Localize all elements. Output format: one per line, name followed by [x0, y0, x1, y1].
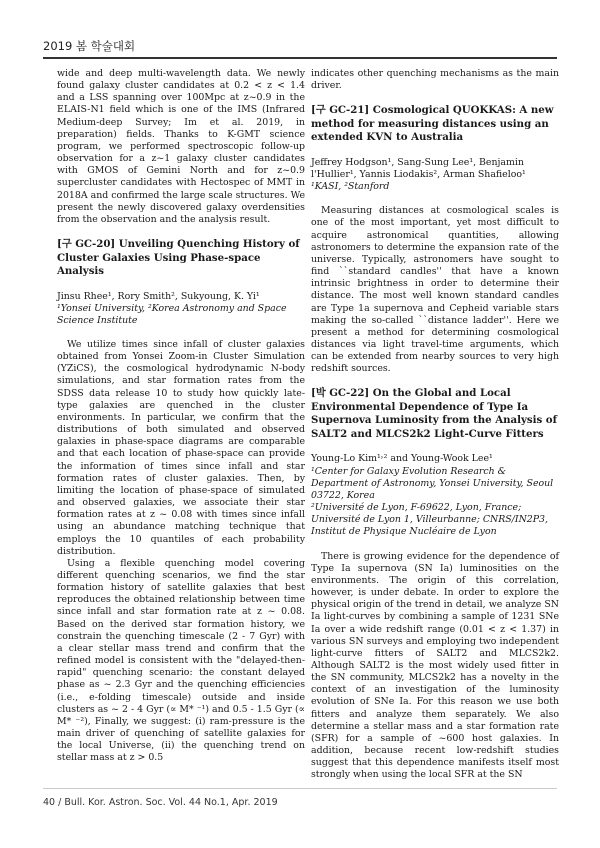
gc20-paragraph-2: Using a flexible quenching model covering different quenching scenarios, we find the star formation history of satellite galaxies that best reproduces the obtained relationship between time since infall and star formation rate at z ~ 0.08. Based on the derived star formation history, we constrain the quenching timescale (2 - 7 Gyr) with a clear stellar mass trend and confirm that the refined model is consistent with the "delayed-then-rapid" quenching scenario: the constant delayed phase as ~ 2.3 Gyr and the quenching efficiencies (i.e., e-folding timescale) outside and inside clusters as ~ 2 - 4 Gyr (∝ M* ⁻¹) and 0.5 - 1.5 Gyr (∝ M* ⁻²), Finally, we suggest: (i) ram-pressure is the main driver of quenching of satellite galaxies for the local Universe, (ii) the quenching trend on stellar mass at z > 0.5 — [57, 557, 305, 764]
gc21-title: [구 GC-21] Cosmological QUOKKAS: A new method for measuring distances using an extended KVN to Australia — [311, 104, 554, 144]
gc22-paragraph: There is growing evidence for the dependence of Type Ia supernova (SN Ia) luminosities on the environments. The origin of this correlation, however, is under debate. In order to explore the physical origin of the trend in detail, we analyze SN Ia light-curves by combining a sample of 1231 SNe Ia over a wide redshift range (0.01 < z < 1.37) in various SN surveys and employing two independent light-curve fitters of SALT2 and MLCS2k2. Although SALT2 is the most widely used fitter in the SN community, MLCS2k2 has a novelty in the context of an investigation of the luminosity evolution of SNe Ia. For this reason we use both fitters and analyze them separately. We also determine a stellar mass and a star formation rate (SFR) for a sample of ~600 host galaxies. In addition, because recent low-redshift studies suggest that this dependence manifests itself most strongly when using the local SFR at the SN — [311, 550, 559, 781]
footer-rule — [43, 788, 557, 789]
gc21-authors: Jeffrey Hodgson¹, Sang-Sung Lee¹, Benjamin l'Hullier¹, Yannis Liodakis², Arman Shafieloo¹ — [311, 156, 526, 180]
gc20-paragraph-1: We utilize times since infall of cluster galaxies obtained from Yonsei Zoom-in Cluster Simulation (YZiCS), the cosmological hydrodynamic N-body simulations, and star formation rates from the SDSS data release 10 to study how quickly late-type galaxies are quenched in the cluster environments. In particular, we confirm that the distributions of both simulated and observed galaxies in phase-space diagrams are comparable and that each location of phase-space can provide the information of times since infall and star formation rates of cluster galaxies. Then, by limiting the location of phase-space of simulated and observed galaxies, we associate their star formation rates at z ~ 0.08 with times since infall using an abundance matching technique that employs the 10 quantiles of each probability distribution. — [57, 339, 305, 557]
gc21-paragraph: Measuring distances at cosmological scales is one of the most important, yet most difficult to acquire astronomical quantities, allowing astronomers to determine the expansion rate of the universe. Typically, astronomers have sought to find ``standard candles'' that have a known intrinsic brightness in order to determine their distance. The most well known standard candles are Type 1a supernova and Cepheid variable stars making the so-called ``distance ladder''. Here we present a method for determining cosmological distances via light travel-time arguments, which can be extended from nearby sources to very high redshift sources. — [311, 205, 559, 375]
gc22-affiliation-2: ²Université de Lyon, F-69622, Lyon, France; Université de Lyon 1, Villeurbanne; CNRS/IN2P3, Institut de Physique Nucléaire de Lyon — [311, 502, 549, 538]
continued-paragraph: indicates other quenching mechanisms as the main driver. — [311, 68, 559, 92]
running-header: 2019 봄 학술대회 — [43, 39, 136, 53]
gc20-title: [구 GC-20] Unveiling Quenching History of Cluster Galaxies Using Phase-space Analysis — [57, 238, 300, 278]
gc20-authors: Jinsu Rhee¹, Rory Smith², Sukyoung, K. Yi¹ — [57, 290, 260, 302]
left-column — [57, 68, 305, 764]
gc20-affiliations: ¹Yonsei University, ²Korea Astronomy and Space Science Institute — [57, 302, 287, 326]
header-rule — [43, 57, 557, 59]
right-column — [311, 68, 559, 782]
gc22-authors: Young-Lo Kim¹˒² and Young-Wook Lee¹ — [311, 453, 493, 465]
gc22-affiliation-1: ¹Center for Galaxy Evolution Research & Department of Astronomy, Yonsei University, Seoul 03722, Korea — [311, 465, 554, 501]
intro-paragraph: wide and deep multi-wavelength data. We newly found galaxy cluster candidates at 0.2 < z < 1.4 and a LSS spanning over 100Mpc at z~0.9 in the ELAIS-N1 field which is one of the IMS (Infrared Medium-deep Survey; Im et al. 2019, in preparation) fields. Thanks to K-GMT science program, we performed spectroscopic follow-up observation for a z~1 galaxy cluster candidates with GMOS of Gemini North and for z~0.9 supercluster candidates with Hectospec of MMT in 2018A and confirmed the large scale structures. We present the newly discovered galaxy overdensities from the observation and the analysis result. — [57, 68, 305, 225]
page-footer: 40 / Bull. Kor. Astron. Soc. Vol. 44 No.1, Apr. 2019 — [43, 797, 278, 808]
gc22-title: [박 GC-22] On the Global and Local Environmental Dependence of Type Ia Supernova Luminosity from the Analysis of SALT2 and MLCS2k2 Light-Curve Fitters — [311, 387, 557, 440]
gc21-affiliations: ¹KASI, ²Stanford — [311, 181, 390, 193]
